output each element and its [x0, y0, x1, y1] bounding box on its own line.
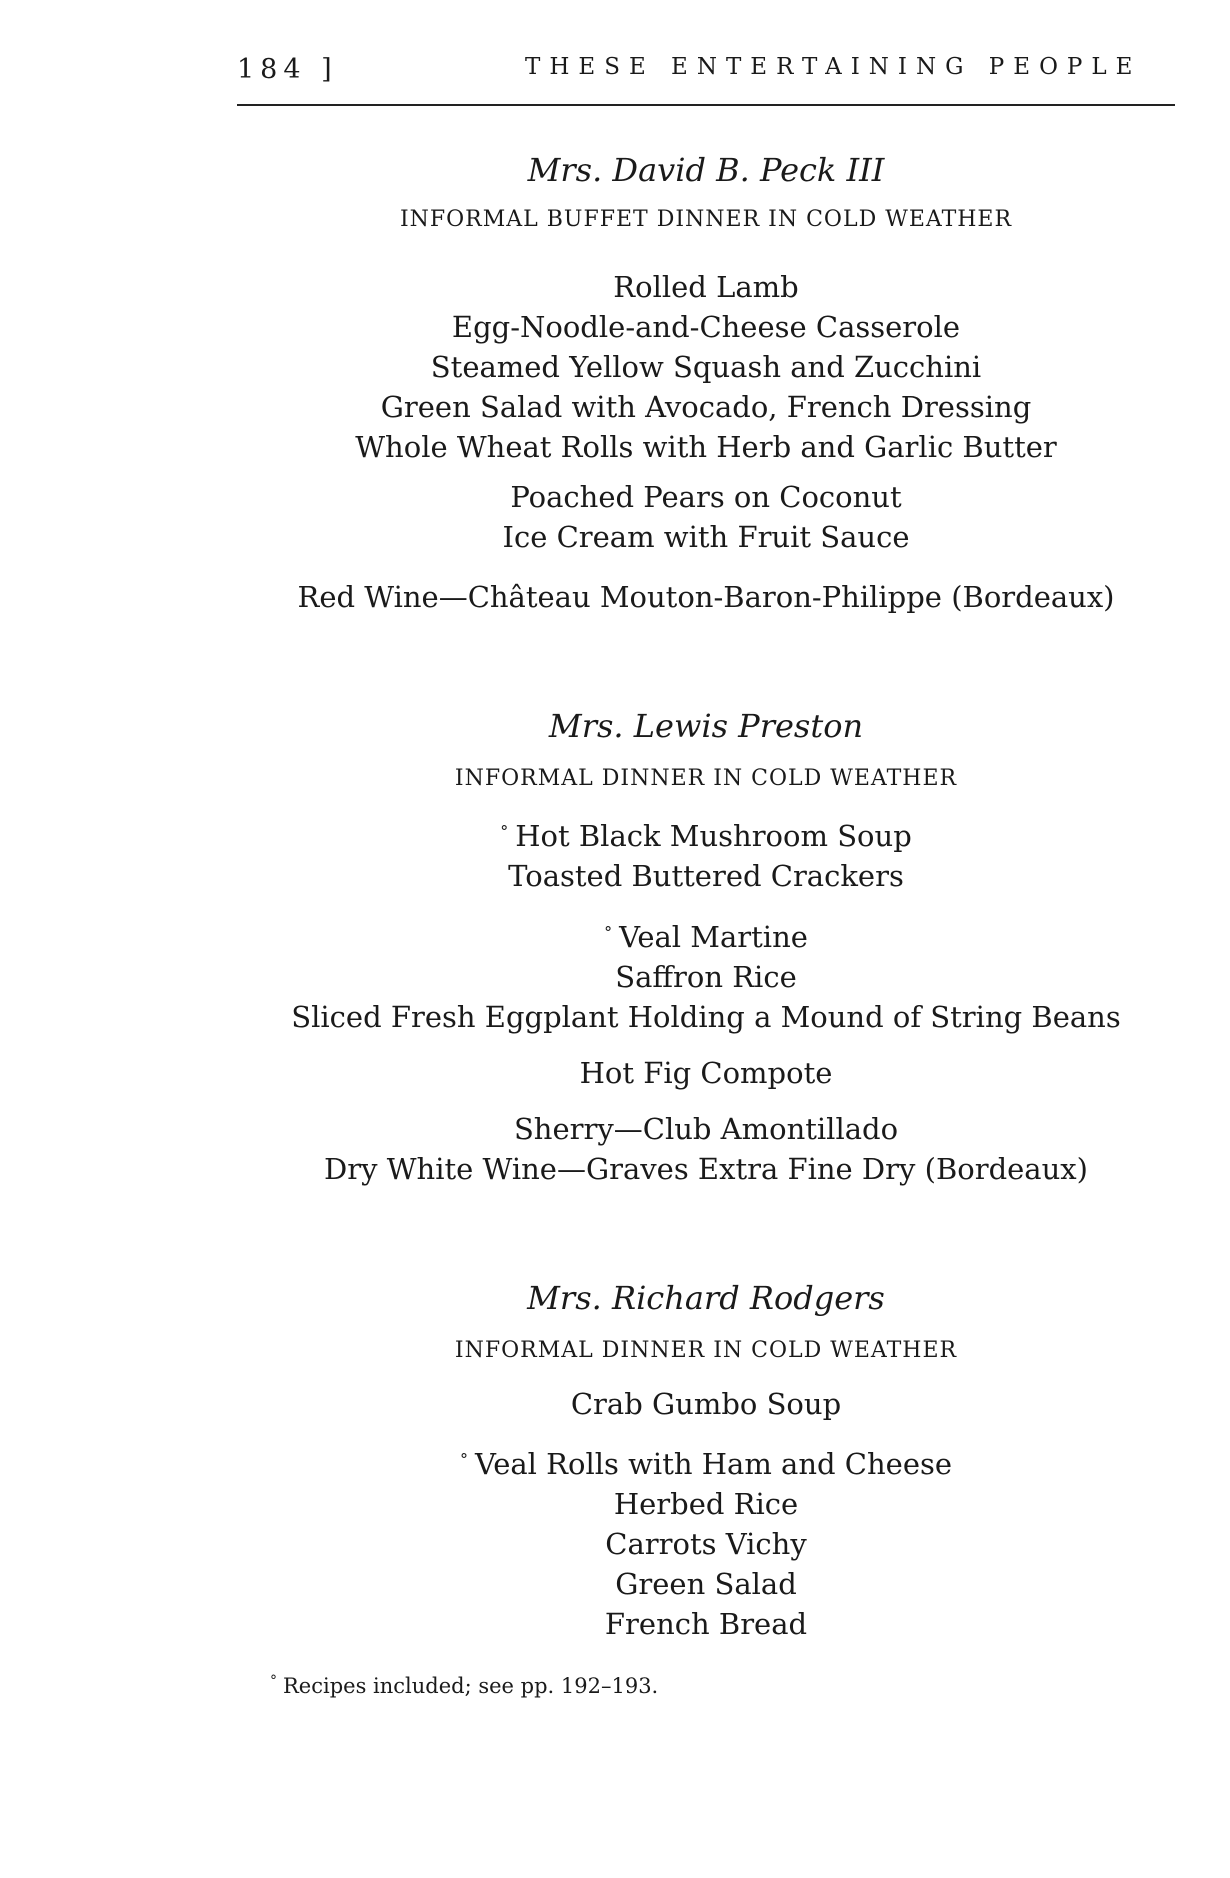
menu-item: Whole Wheat Rolls with Herb and Garlic Butter — [355, 430, 1057, 464]
menu-item: Steamed Yellow Squash and Zucchini — [430, 350, 982, 384]
footnote — [270, 1673, 658, 1698]
menu-item: Egg-Noodle-and-Cheese Casserole — [451, 310, 961, 344]
recipe-marker: ° — [459, 1450, 468, 1469]
menu-item: French Bread — [604, 1607, 808, 1641]
menu-peck — [237, 150, 1175, 617]
host-name: Mrs. David B. Peck III — [527, 151, 885, 189]
menu-item: Poached Pears on Coconut — [510, 480, 902, 514]
menu-course-group — [237, 812, 1175, 896]
menu-item: Crab Gumbo Soup — [570, 1387, 842, 1421]
wine-item: Sherry—Club Amontillado — [513, 1112, 899, 1146]
occasion-heading: INFORMAL DINNER IN COLD WEATHER — [454, 766, 958, 791]
host-name: Mrs. Richard Rodgers — [527, 1279, 885, 1317]
footnote-text: Recipes included; see pp. 192–193. — [283, 1674, 659, 1698]
menu-course-group — [237, 1440, 1175, 1644]
menu-course-group — [237, 477, 1175, 557]
menu-item: Sliced Fresh Eggplant Holding a Mound of String Beans — [291, 1000, 1121, 1034]
menu-course-group — [237, 913, 1175, 1037]
page-number: 184 ] — [237, 54, 338, 85]
menu-course-group — [237, 1053, 1175, 1093]
menu-item: Toasted Buttered Crackers — [508, 859, 904, 893]
wine-group — [237, 1109, 1175, 1189]
menu-item: Ice Cream with Fruit Sauce — [502, 520, 910, 554]
menu-item: ° Hot Black Mushroom Soup — [500, 819, 912, 853]
menu-item: ° Veal Martine — [604, 920, 808, 954]
occasion-heading: INFORMAL BUFFET DINNER IN COLD WEATHER — [399, 207, 1013, 232]
host-name: Mrs. Lewis Preston — [548, 707, 864, 745]
header-rule — [237, 104, 1175, 106]
running-header — [237, 44, 1175, 90]
menu-item: Green Salad — [615, 1567, 797, 1601]
running-title: THESE ENTERTAINING PEOPLE — [525, 54, 1142, 80]
occasion-heading: INFORMAL DINNER IN COLD WEATHER — [454, 1338, 958, 1363]
recipe-marker: ° — [500, 822, 509, 841]
wine-group — [237, 577, 1175, 617]
menu-item: ° Veal Rolls with Ham and Cheese — [459, 1447, 953, 1481]
menu-item: Herbed Rice — [613, 1487, 799, 1521]
wine-item: Dry White Wine—Graves Extra Fine Dry (Bordeaux) — [324, 1152, 1088, 1186]
menu-course-group — [237, 1384, 1175, 1424]
menu-item: Carrots Vichy — [605, 1527, 807, 1561]
menu-rodgers — [237, 1278, 1175, 1644]
footnote-marker: ° — [270, 1673, 277, 1689]
menu-preston — [237, 706, 1175, 1189]
menu-item: Saffron Rice — [615, 960, 797, 994]
menu-course-group — [237, 267, 1175, 467]
menu-item: Hot Fig Compote — [579, 1056, 833, 1090]
menu-item: Green Salad with Avocado, French Dressing — [380, 390, 1032, 424]
menu-item: Rolled Lamb — [613, 270, 799, 304]
recipe-marker: ° — [604, 923, 613, 942]
wine-item: Red Wine—Château Mouton-Baron-Philippe (Bordeaux) — [297, 580, 1115, 614]
